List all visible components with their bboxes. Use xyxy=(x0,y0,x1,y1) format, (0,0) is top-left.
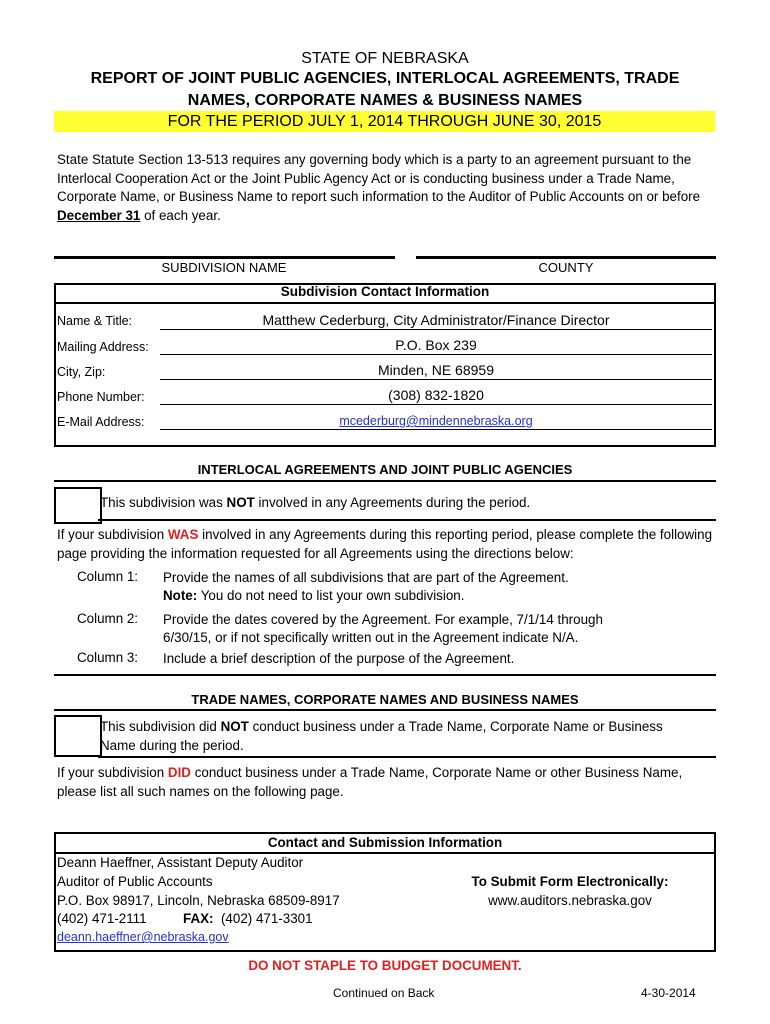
report-title-line-2: NAMES, CORPORATE NAMES & BUSINESS NAMES xyxy=(187,92,583,109)
continued-on-back: Continued on Back xyxy=(333,986,435,1000)
county-line[interactable] xyxy=(416,256,716,259)
column-2-label: Column 2: xyxy=(77,611,139,626)
trade-top-divider xyxy=(54,674,716,676)
electronic-submit-label: To Submit Form Electronically: xyxy=(471,874,669,889)
auditor-fax xyxy=(183,911,313,926)
column-1-label: Column 1: xyxy=(77,569,139,584)
state-heading: STATE OF NEBRASKA xyxy=(301,50,469,67)
submission-heading-divider xyxy=(54,852,716,854)
name-title-field[interactable]: Matthew Cederburg, City Administrator/Finance Director xyxy=(160,311,712,330)
name-title-label: Name & Title: xyxy=(57,314,133,328)
auditor-phone: (402) 471-2111 xyxy=(57,911,147,926)
column-3-text: Include a brief description of the purpose of the Agreement. xyxy=(163,651,515,666)
column-1-note xyxy=(163,587,683,605)
do-not-staple-warning: DO NOT STAPLE TO BUDGET DOCUMENT. xyxy=(248,958,522,973)
column-2-text: Provide the dates covered by the Agreement. For example, 7/1/14 through 6/30/15, or if not specifically written out in the Agreement indicate N/A. xyxy=(163,612,603,645)
auditor-website-link[interactable]: www.auditors.nebraska.gov xyxy=(488,893,652,908)
email-address-field[interactable] xyxy=(160,411,712,430)
interlocal-not-bold: NOT xyxy=(226,495,255,510)
trade-instructions xyxy=(57,764,717,801)
statute-deadline: December 31 xyxy=(57,207,141,223)
auditor-address: P.O. Box 98917, Lincoln, Nebraska 68509-8917 xyxy=(57,893,340,908)
county-label: COUNTY xyxy=(538,260,594,275)
trade-names-heading: TRADE NAMES, CORPORATE NAMES AND BUSINESS NAMES xyxy=(191,692,579,707)
contact-heading-divider xyxy=(54,302,716,304)
interlocal-instructions-start: If your subdivision xyxy=(57,527,168,542)
reporting-period-banner: FOR THE PERIOD JULY 1, 2014 THROUGH JUNE 30, 2015 xyxy=(54,111,715,132)
column-1-description: Provide the names of all subdivisions that are part of the Agreement. xyxy=(163,570,569,585)
interlocal-checkbox-line xyxy=(98,519,716,521)
trade-not-bold: NOT xyxy=(220,719,249,734)
column-1-text xyxy=(163,569,683,604)
submission-heading: Contact and Submission Information xyxy=(267,835,503,850)
mailing-address-field[interactable]: P.O. Box 239 xyxy=(160,336,712,355)
trade-instructions-end: conduct business under a Trade Name, Corporate Name or other Business Name, please list all such names on the following page. xyxy=(57,765,683,799)
auditor-office: Auditor of Public Accounts xyxy=(57,874,213,889)
trade-checkbox-text-start: This subdivision did xyxy=(100,719,221,734)
contact-info-heading: Subdivision Contact Information xyxy=(280,284,490,299)
interlocal-divider xyxy=(54,480,716,482)
auditor-email-link[interactable]: deann.haeffner@nebraska.gov xyxy=(57,930,229,944)
statute-text: State Statute Section 13-513 requires any governing body which is a party to an agreement pursuant to the Interlocal Cooperation Act or the Joint Public Agency Act or is conducting business under a Trade Name, Corporate Name, or Business Name to report such information to the Auditor of Public Accounts on or before xyxy=(57,152,701,204)
email-link[interactable]: mcederburg@mindennebraska.org xyxy=(339,414,533,428)
mailing-address-label: Mailing Address: xyxy=(57,340,149,354)
form-date: 4-30-2014 xyxy=(641,986,696,1000)
trade-divider xyxy=(54,709,716,711)
trade-checkbox-line xyxy=(98,756,716,758)
interlocal-checkbox-text-end: involved in any Agreements during the period. xyxy=(254,495,531,510)
trade-did-red: DID xyxy=(167,765,191,780)
fax-number: (402) 471-3301 xyxy=(220,911,313,926)
email-address-label: E-Mail Address: xyxy=(57,415,145,429)
interlocal-instructions xyxy=(57,526,717,563)
auditor-contact-name: Deann Haeffner, Assistant Deputy Auditor xyxy=(57,855,304,870)
interlocal-instructions-end: involved in any Agreements during this reporting period, please complete the following page providing the information requested for all Agreements using the directions below: xyxy=(57,527,713,561)
trade-checkbox-text-end: conduct business under a Trade Name, Corporate Name or Business Name during the period. xyxy=(100,719,663,753)
fax-label: FAX: xyxy=(183,911,214,926)
subdivision-name-line[interactable] xyxy=(54,256,395,259)
trade-not-conducted-checkbox[interactable] xyxy=(54,715,102,757)
statute-paragraph xyxy=(57,151,717,225)
interlocal-heading: INTERLOCAL AGREEMENTS AND JOINT PUBLIC AGENCIES xyxy=(197,462,573,477)
interlocal-was-red: WAS xyxy=(167,527,199,542)
phone-number-label: Phone Number: xyxy=(57,390,145,404)
trade-instructions-start: If your subdivision xyxy=(57,765,168,780)
statute-text-end: of each year. xyxy=(140,207,221,223)
city-zip-label: City, Zip: xyxy=(57,365,106,379)
interlocal-checkbox-text-start: This subdivision was xyxy=(100,495,227,510)
city-zip-field[interactable]: Minden, NE 68959 xyxy=(160,361,712,380)
report-title-line-1: REPORT OF JOINT PUBLIC AGENCIES, INTERLOCAL AGREEMENTS, TRADE xyxy=(90,70,680,87)
column-1-note-text: You do not need to list your own subdivision. xyxy=(197,587,465,603)
column-1-note-label: Note: xyxy=(163,587,198,603)
column-3-label: Column 3: xyxy=(77,650,139,665)
subdivision-name-label: SUBDIVISION NAME xyxy=(161,260,287,275)
interlocal-checkbox-text xyxy=(100,494,530,513)
phone-number-field[interactable]: (308) 832-1820 xyxy=(160,386,712,405)
interlocal-not-involved-checkbox[interactable] xyxy=(54,487,102,524)
trade-checkbox-text xyxy=(100,718,700,755)
